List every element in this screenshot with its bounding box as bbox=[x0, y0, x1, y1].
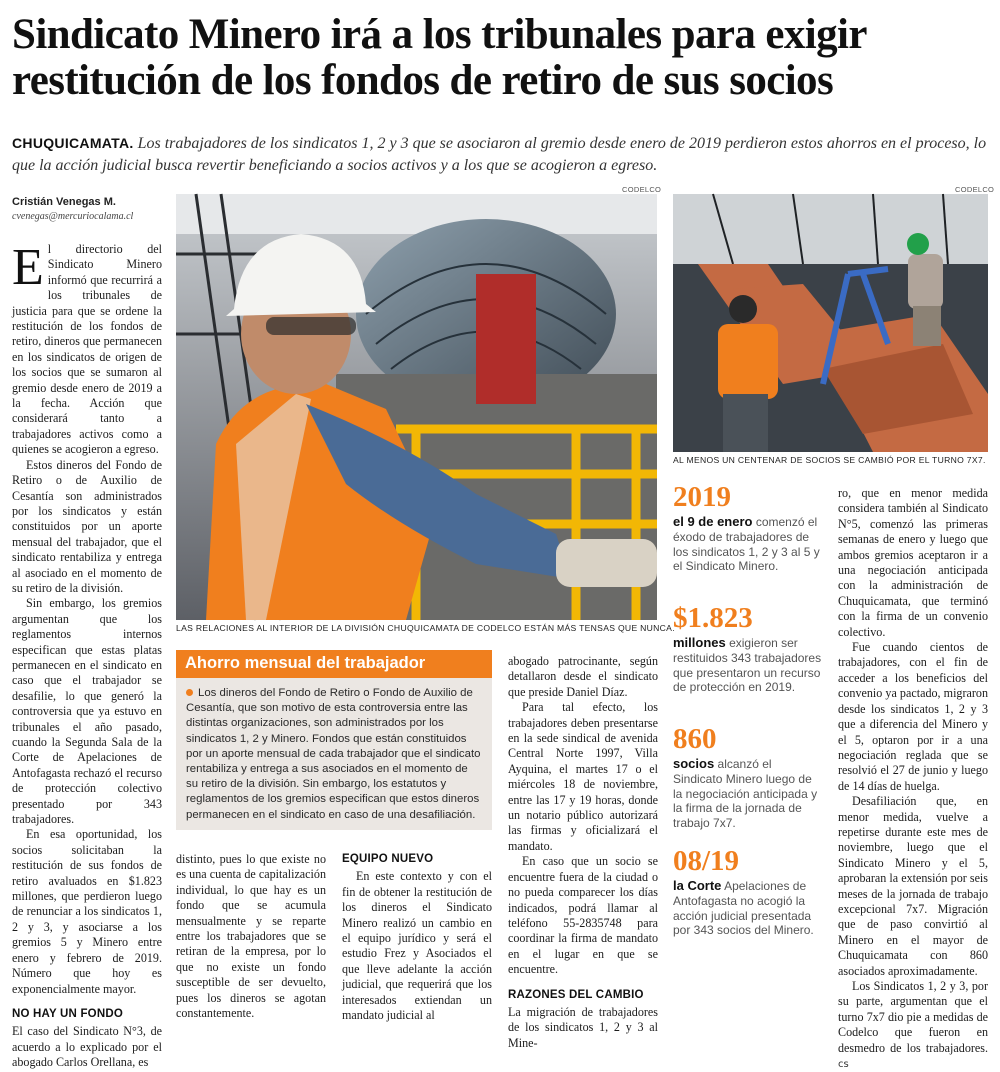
article-paragraph: El caso del Sindicato N°3, de acuerdo a lo explicado por el abogado Carlos Orellana, es bbox=[12, 1024, 162, 1070]
stat-block bbox=[673, 482, 823, 574]
article-column-3 bbox=[342, 852, 492, 1023]
stat-text: la Corte Apelaciones de Antofagasta no acogió la acción judicial presentada por 343 socios del Minero. bbox=[673, 878, 814, 938]
article-paragraph: Desafiliación que, en menor medida, vuelve a repetirse durante este mes de noviembre, luego que el Sindicato Minero y el 5, aprobaran la extensión por seis meses de la jornada de trabajo excepcional 7x7. Migración que de paso convirtió al Minero en el mayor de Chuquicamata con 860 asociados aproximadamente. bbox=[838, 794, 988, 978]
byline bbox=[12, 196, 172, 222]
stat-text: el 9 de enero comenzó el éxodo de trabajadores de los sindicatos 1, 2 y 3 al 5 y el Sindicato Minero. bbox=[673, 514, 820, 574]
stat-text: socios alcanzó el Sindicato Minero luego de la negociación anticipada y la firma de la jornada de trabajo 7x7. bbox=[673, 756, 818, 831]
article-column-4 bbox=[508, 654, 658, 1051]
article-paragraph: En este contexto y con el fin de obtener la restitución de los dineros el Sindicato Minero realizó un cambio en el equipo jurídico y será el estudio Frez y Asociados el que lleve adelante la acción judicial, que requerirá que los interesados extiendan un mandato judicial al bbox=[342, 869, 492, 1023]
article-paragraph: Sin embargo, los gremios argumentan que los reglamentos internos especifican que estas platas permanecen en el sindicato en caso que el trabajador se desafilie, lo que generó la controversia que ya estuvo en tribunales el año pasado, cuando la Segunda Sala de la Corte de Apelaciones de Antofagasta rechazó el recurso de protección colectivo presentado por 343 trabajadores. bbox=[12, 596, 162, 827]
side-photo-copper-cathodes bbox=[673, 194, 988, 452]
headline-line-1: Sindicato Minero irá a los tribunales para exigir bbox=[12, 11, 867, 58]
end-of-article-icon: cs bbox=[838, 1059, 849, 1071]
article-paragraph: ro, que en menor medida considera también al Sindicato N°5, comenzó las primeras semanas de enero y luego que ambos gremios aceptaron ir a una negociación anticipada con la administración de Chuquicamata, que terminó con la firma de un convenio colectivo. bbox=[838, 486, 988, 639]
photo-credit: CODELCO bbox=[622, 185, 662, 194]
author-email: cvenegas@mercuriocalama.cl bbox=[12, 211, 134, 222]
sidebar-box-title: Ahorro mensual del trabajador bbox=[176, 650, 492, 678]
subhead-razones-del-cambio: RAZONES DEL CAMBIO bbox=[508, 988, 644, 1001]
side-photo-caption: AL MENOS UN CENTENAR DE SOCIOS SE CAMBIÓ POR EL TURNO 7X7. bbox=[673, 455, 986, 465]
author-name: Cristián Venegas M. bbox=[12, 196, 116, 208]
lead-text: Los trabajadores de los sindicatos 1, 2 y 3 que se asociaron al gremio desde enero de 2019 perdieron estos ahorros en el proceso, lo que la acción judicial busca revertir beneficiando a socios activos y a los que se acogieron a egreso. bbox=[12, 135, 987, 174]
subhead-no-hay-un-fondo: NO HAY UN FONDO bbox=[12, 1007, 123, 1020]
sidebar-box bbox=[176, 650, 492, 830]
bullet-icon bbox=[186, 689, 193, 696]
article-paragraph: Para tal efecto, los trabajadores deben presentarse en la sede sindical de avenida Central Norte 1997, Villa Ayquina, el martes 17 o el miércoles 18 de noviembre, entre las 17 y 19 horas, donde un notario público autorizará las firmas y oficializará el mandato. bbox=[508, 700, 658, 853]
article-paragraph: En caso que un socio se encuentre fuera de la ciudad o no pueda comparecer los días indicados, podrá llamar al teléfono 55-2835748 para coordinar la firma de mandato en el lugar en que se encuentre. bbox=[508, 854, 658, 977]
stat-block bbox=[673, 846, 823, 938]
lead-kicker: CHUQUICAMATA. bbox=[12, 135, 134, 151]
stat-number: 2019 bbox=[673, 481, 731, 513]
main-photo-miner-at-plant bbox=[176, 194, 657, 620]
main-photo-illustration bbox=[176, 194, 657, 620]
stat-number: 860 bbox=[673, 723, 717, 755]
article-paragraph: abogado patrocinante, según detallaron desde el sindicato que preside Daniel Díaz. bbox=[508, 654, 658, 699]
headline bbox=[12, 12, 992, 104]
article-paragraph: La migración de trabajadores de los sindicatos 1, 2 y 3 al Mine- bbox=[508, 1004, 658, 1050]
article-paragraph: Los Sindicatos 1, 2 y 3, por su parte, argumentan que el turno 7x7 dio pie a medidas de Codelco que fueron en desmedro de los trabajadores. cs bbox=[838, 979, 988, 1071]
headline-line-2: restitución de los fondos de retiro de sus socios bbox=[12, 57, 834, 104]
drop-cap: E bbox=[12, 239, 44, 296]
article-column-2 bbox=[176, 852, 326, 1021]
stat-number: 08/19 bbox=[673, 845, 740, 877]
stat-block bbox=[673, 724, 823, 831]
article-paragraph: El directorio del Sindicato Minero informó que recurrirá a los tribunales de justicia para que se ordene la restitución de los fondos de retiro, dineros que permanecen en los sindicatos de origen de los socios que se sumaron al gremio desde enero de 2019 a la fecha. Acción que considerará tanto a trabajadores activos como a quienes se acogieron a egreso. bbox=[12, 239, 162, 457]
article-column-1 bbox=[12, 239, 162, 1071]
stat-number: $1.823 bbox=[673, 602, 753, 634]
lead-paragraph bbox=[12, 132, 987, 177]
main-photo-caption: LAS RELACIONES AL INTERIOR DE LA DIVISIÓN CHUQUICAMATA DE CODELCO ESTÁN MÁS TENSAS QUE NUNCA. bbox=[176, 623, 675, 633]
article-column-6 bbox=[838, 486, 988, 1072]
stat-text: millones exigieron ser restituidos 343 trabajadores que presentaron un recurso de protección en 2019. bbox=[673, 635, 822, 695]
side-photo-illustration bbox=[673, 194, 988, 452]
sidebar-box-body: Los dineros del Fondo de Retiro o Fondo de Auxilio de Cesantía, que son motivo de esta controversia entre las distintas organizaciones, son administrados por los sindicatos 1, 2 y Minero. Fondos que están constituidos por un aporte mensual de cada trabajador que el sindicato rentabiliza y entrega a sus asociados en el momento de su retiro de la división. Sin embargo, los estatutos y reglamentos de los gremios especifican que estos dineros permanecen en el sindicato en caso de una desafiliación. bbox=[186, 687, 481, 821]
photo-credit: CODELCO bbox=[955, 185, 995, 194]
article-paragraph: En esa oportunidad, los socios solicitaban la restitución de sus fondos de retiro avaluados en $1.823 millones, que perdieron luego de renunciar a los sindicatos 1, 2 y 3, y asociarse a los gremios 5 y Minero entre enero y febrero de 2019. Número que hoy es exponencialmente mayor. bbox=[12, 827, 162, 996]
article-paragraph: distinto, pues lo que existe no es una cuenta de capitalización individual, lo que hay es un fondo que se acumula mensualmente y se reparte entre los trabajadores que se retiran de la empresa, por lo que no existe un fondo susceptible de ser devuelto, pues los dineros se agotan constantemente. bbox=[176, 852, 326, 1021]
subhead-equipo-nuevo: EQUIPO NUEVO bbox=[342, 853, 434, 865]
article-paragraph: Estos dineros del Fondo de Retiro o de Auxilio de Cesantía son administrados por los sindicatos y están constituidos por un aporte mensual del trabajador, que el sindicato rentabiliza y entrega al asociado en el momento de su retiro de la división. bbox=[12, 457, 162, 595]
article-paragraph: Fue cuando cientos de trabajadores, con el fin de acceder a los beneficios del convenio ya pactado, migraron desde los sindicatos 1, 2 y 3 que a diferencia del Minero y el 5, optaron por ir a una negociación reglada que se resolvió el 27 de junio y luego de 14 días de huelga. bbox=[838, 640, 988, 793]
stat-block bbox=[673, 603, 823, 695]
